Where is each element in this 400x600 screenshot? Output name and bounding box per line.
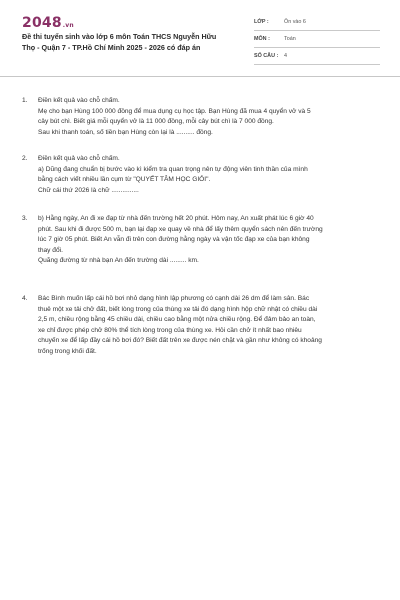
document-title <box>22 32 234 53</box>
question-body <box>38 294 378 358</box>
document-title-line-2: Thọ - Quận 7 - TP.Hồ Chí Minh 2025 - 2026 có đáp án <box>22 42 201 52</box>
meta-value-question-count: 4 <box>284 53 287 59</box>
question-body <box>38 214 378 267</box>
question-line: trống trong khối đất. <box>38 347 97 355</box>
document-meta-table <box>254 14 380 65</box>
meta-row-subject <box>254 31 380 48</box>
question-line: b) Hằng ngày, An đi xe đạp từ nhà đến trường hết 20 phút. Hôm nay, An xuất phát lúc 6 giờ 40 <box>38 215 314 222</box>
question-line: bằng cách viết nhiều lần cụm từ "QUYẾT TÂM HỌC GIỎI". <box>38 176 211 184</box>
meta-key-question-count: SỐ CÂU : <box>254 53 279 59</box>
question-line: Bác Bình muốn lấp cái hồ bơi nhỏ dạng hình lập phương có cạnh dài 26 dm để làm sân. Bác <box>38 295 310 302</box>
question-number: 3. <box>22 215 28 222</box>
question-line: Sau khi thanh toán, số tiền bạn Hùng còn lại là .......... đồng. <box>38 128 213 136</box>
question-line: 2,5 m, chiều rộng bằng 45 chiều dài, chiều cao bằng một nửa chiều rộng. Để đảm bảo an toàn, <box>38 316 316 324</box>
logo-tld-text: .vn <box>62 22 74 29</box>
meta-value-class: Ôn vào 6 <box>284 19 306 25</box>
question-line: Chữ cái thứ 2026 là chữ ............... <box>38 186 139 194</box>
question-number: 4. <box>22 295 28 302</box>
site-logo[interactable] <box>22 15 74 31</box>
document-title-line-1: Đề thi tuyển sinh vào lớp 6 môn Toán THCS Nguyễn Hữu <box>22 32 217 41</box>
meta-row-class <box>254 14 380 31</box>
logo-main-text: 2048 <box>22 15 62 31</box>
question-line: Điền kết quả vào chỗ chấm. <box>38 155 120 162</box>
question-body <box>38 96 378 138</box>
question-line: thay đổi. <box>38 246 63 254</box>
question-line: phút. Sau khi đi được 500 m, bạn lại đạp xe quay về nhà để lấy thêm quyển sách nên đến trường <box>38 225 323 233</box>
meta-value-subject: Toán <box>284 36 296 42</box>
question-line: Quãng đường từ nhà bạn An đến trường dài ......... km. <box>38 257 199 265</box>
question-line: Điền kết quả vào chỗ chấm. <box>38 97 120 104</box>
question-number: 1. <box>22 97 28 104</box>
question-line: a) Dũng đang chuẩn bị bước vào kì kiểm tra quan trọng nên tự động viên tinh thần của mình <box>38 165 308 173</box>
meta-key-class: LỚP : <box>254 19 269 25</box>
question-line: cây bút chì. Biết giá mỗi quyển vở là 11 000 đồng, mỗi cây bút chì là 7 000 đồng. <box>38 118 274 126</box>
question-line: thuê một xe tải chở đất, biết lòng trong của thùng xe tải đó dạng hình hộp chữ nhật có chiều dài <box>38 305 318 313</box>
header-divider <box>0 76 400 77</box>
meta-key-subject: MÔN : <box>254 36 270 42</box>
question-line: xe chỉ được phép chở 80% thể tích lòng trong của thùng xe. Hỏi cần chở ít nhất bao nhiêu <box>38 326 302 334</box>
question-number: 2. <box>22 155 28 162</box>
question-body <box>38 154 378 196</box>
question-line: Mẹ cho bạn Hùng 100 000 đồng để mua dụng cụ học tập. Bạn Hùng đã mua 4 quyển vở và 5 <box>38 107 311 115</box>
question-line: chuyến xe để lấp đầy cái hồ bơi đó? Biết đất trên xe được nén chặt và gần như không có khoảng <box>38 337 322 345</box>
meta-row-question-count <box>254 48 380 65</box>
question-line: lúc 7 giờ 05 phút. Biết An vẫn đi trên con đường hằng ngày và vận tốc đạp xe của bạn không <box>38 236 310 244</box>
document-header <box>0 0 400 66</box>
